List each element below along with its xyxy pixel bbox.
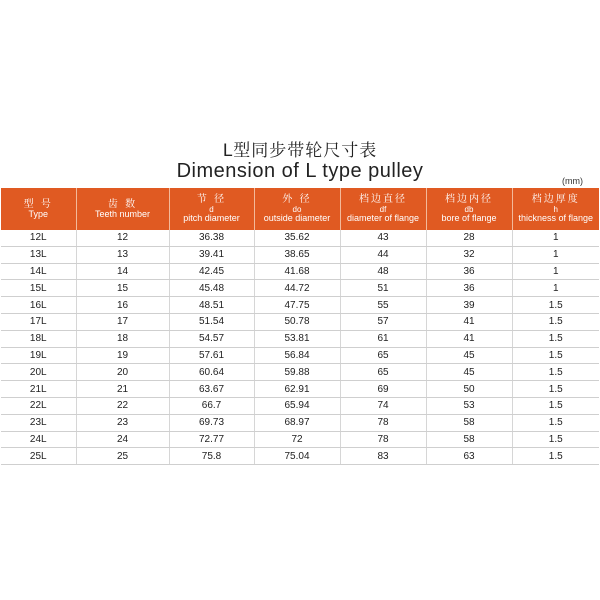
table-header xyxy=(1,188,599,230)
table-cell-teeth-number: 20 xyxy=(76,364,169,381)
table-cell-outside-diameter: 41.68 xyxy=(254,263,340,280)
table-cell-flange-diameter: 74 xyxy=(340,397,426,414)
header-row xyxy=(1,188,599,230)
table-cell-type: 16L xyxy=(1,297,76,314)
table-cell-type: 22L xyxy=(1,397,76,414)
table-cell-flange-bore: 53 xyxy=(426,397,512,414)
table-row xyxy=(1,381,599,398)
table-cell-flange-diameter: 65 xyxy=(340,347,426,364)
table-row xyxy=(1,364,599,381)
column-header-flange-thickness xyxy=(512,188,599,230)
table-cell-outside-diameter: 53.81 xyxy=(254,330,340,347)
table-cell-flange-thickness: 1.5 xyxy=(512,330,599,347)
column-header-chinese: 型 号 xyxy=(23,198,53,210)
table-row xyxy=(1,230,599,246)
table-cell-flange-diameter: 48 xyxy=(340,263,426,280)
column-header-chinese: 档边内径 xyxy=(445,193,493,205)
table-cell-pitch-diameter: 42.45 xyxy=(169,263,254,280)
table-cell-flange-bore: 36 xyxy=(426,280,512,297)
table-cell-flange-diameter: 78 xyxy=(340,431,426,448)
table-cell-teeth-number: 18 xyxy=(76,330,169,347)
table-cell-pitch-diameter: 51.54 xyxy=(169,313,254,330)
table-cell-teeth-number: 22 xyxy=(76,397,169,414)
table-cell-flange-diameter: 83 xyxy=(340,448,426,465)
table-cell-flange-diameter: 43 xyxy=(340,230,426,246)
table-cell-type: 25L xyxy=(1,448,76,465)
column-header-english: bore of flange xyxy=(441,213,497,224)
table-cell-teeth-number: 12 xyxy=(76,230,169,246)
table-cell-flange-bore: 45 xyxy=(426,347,512,364)
table-cell-pitch-diameter: 63.67 xyxy=(169,381,254,398)
column-header-symbol: do xyxy=(292,204,302,214)
table-cell-flange-diameter: 44 xyxy=(340,246,426,263)
table-cell-pitch-diameter: 54.57 xyxy=(169,330,254,347)
table-cell-flange-bore: 58 xyxy=(426,431,512,448)
table-cell-flange-diameter: 51 xyxy=(340,280,426,297)
table-cell-pitch-diameter: 72.77 xyxy=(169,431,254,448)
table-row xyxy=(1,397,599,414)
table-cell-teeth-number: 23 xyxy=(76,414,169,431)
table-cell-flange-thickness: 1 xyxy=(512,280,599,297)
table-row xyxy=(1,246,599,263)
column-header-symbol: db xyxy=(464,204,474,214)
column-header-english: Teeth number xyxy=(94,208,151,219)
table-body xyxy=(1,230,599,465)
table-cell-type: 20L xyxy=(1,364,76,381)
page-title-english: Dimension of L type pulley xyxy=(176,160,424,182)
table-cell-flange-diameter: 57 xyxy=(340,313,426,330)
column-header-english: diameter of flange xyxy=(346,213,420,224)
table-cell-pitch-diameter: 39.41 xyxy=(169,246,254,263)
table-cell-flange-diameter: 65 xyxy=(340,364,426,381)
table-cell-outside-diameter: 47.75 xyxy=(254,297,340,314)
table-row xyxy=(1,431,599,448)
table-cell-flange-bore: 36 xyxy=(426,263,512,280)
table-cell-flange-diameter: 69 xyxy=(340,381,426,398)
column-header-chinese: 档边厚度 xyxy=(531,193,580,205)
table-row xyxy=(1,347,599,364)
table-row xyxy=(1,297,599,314)
table-cell-flange-diameter: 61 xyxy=(340,330,426,347)
table-cell-type: 19L xyxy=(1,347,76,364)
table-row xyxy=(1,263,599,280)
table-cell-flange-thickness: 1.5 xyxy=(512,297,599,314)
table-cell-outside-diameter: 72 xyxy=(254,431,340,448)
table-cell-type: 12L xyxy=(1,230,76,246)
page-title-chinese: L型同步带轮尺寸表 xyxy=(222,141,378,161)
table-cell-flange-bore: 41 xyxy=(426,313,512,330)
table-cell-teeth-number: 13 xyxy=(76,246,169,263)
table-cell-flange-thickness: 1 xyxy=(512,246,599,263)
table-cell-teeth-number: 24 xyxy=(76,431,169,448)
table-cell-type: 15L xyxy=(1,280,76,297)
table-cell-flange-thickness: 1.5 xyxy=(512,313,599,330)
table-cell-outside-diameter: 35.62 xyxy=(254,230,340,246)
column-header-flange-bore xyxy=(426,188,512,230)
table-cell-teeth-number: 21 xyxy=(76,381,169,398)
table-cell-outside-diameter: 50.78 xyxy=(254,313,340,330)
unit-label: (mm) xyxy=(562,176,583,186)
table-cell-type: 21L xyxy=(1,381,76,398)
table-cell-flange-bore: 28 xyxy=(426,230,512,246)
table-cell-type: 18L xyxy=(1,330,76,347)
table-cell-flange-bore: 63 xyxy=(426,448,512,465)
column-header-english: outside diameter xyxy=(263,213,331,224)
table-cell-pitch-diameter: 57.61 xyxy=(169,347,254,364)
table-cell-pitch-diameter: 48.51 xyxy=(169,297,254,314)
column-header-english: Type xyxy=(28,208,48,219)
column-header-chinese: 齿 数 xyxy=(107,198,138,210)
table-cell-flange-bore: 39 xyxy=(426,297,512,314)
table-cell-flange-bore: 45 xyxy=(426,364,512,381)
column-header-chinese: 节 径 xyxy=(196,193,227,205)
column-header-symbol: h xyxy=(553,204,558,214)
table-row xyxy=(1,280,599,297)
table-cell-type: 13L xyxy=(1,246,76,263)
table-row xyxy=(1,448,599,465)
table-cell-flange-thickness: 1.5 xyxy=(512,414,599,431)
column-header-outside-diameter xyxy=(254,188,340,230)
table-cell-outside-diameter: 44.72 xyxy=(254,280,340,297)
table-cell-outside-diameter: 38.65 xyxy=(254,246,340,263)
table-cell-pitch-diameter: 75.8 xyxy=(169,448,254,465)
table-cell-flange-bore: 58 xyxy=(426,414,512,431)
table-cell-flange-bore: 50 xyxy=(426,381,512,398)
table-cell-flange-thickness: 1.5 xyxy=(512,448,599,465)
table-cell-outside-diameter: 68.97 xyxy=(254,414,340,431)
table-cell-pitch-diameter: 45.48 xyxy=(169,280,254,297)
column-header-symbol: d xyxy=(209,204,214,214)
table-cell-flange-thickness: 1.5 xyxy=(512,347,599,364)
table-cell-teeth-number: 19 xyxy=(76,347,169,364)
column-header-teeth-number xyxy=(76,188,169,230)
table-cell-outside-diameter: 75.04 xyxy=(254,448,340,465)
table-cell-flange-thickness: 1.5 xyxy=(512,364,599,381)
table-row xyxy=(1,414,599,431)
column-header-flange-diameter xyxy=(340,188,426,230)
table-cell-teeth-number: 16 xyxy=(76,297,169,314)
table-cell-teeth-number: 15 xyxy=(76,280,169,297)
column-header-symbol: df xyxy=(379,204,387,214)
column-header-chinese: 外 径 xyxy=(282,193,312,205)
table-cell-teeth-number: 17 xyxy=(76,313,169,330)
column-header-type xyxy=(1,188,76,230)
table-cell-flange-diameter: 78 xyxy=(340,414,426,431)
table-cell-teeth-number: 25 xyxy=(76,448,169,465)
table-cell-flange-thickness: 1 xyxy=(512,263,599,280)
column-header-pitch-diameter xyxy=(169,188,254,230)
table-cell-pitch-diameter: 60.64 xyxy=(169,364,254,381)
table-cell-flange-thickness: 1.5 xyxy=(512,381,599,398)
table-cell-type: 17L xyxy=(1,313,76,330)
table-cell-teeth-number: 14 xyxy=(76,263,169,280)
table-cell-outside-diameter: 59.88 xyxy=(254,364,340,381)
table-cell-outside-diameter: 65.94 xyxy=(254,397,340,414)
table-cell-flange-thickness: 1.5 xyxy=(512,397,599,414)
table-cell-outside-diameter: 62.91 xyxy=(254,381,340,398)
table-cell-flange-thickness: 1.5 xyxy=(512,431,599,448)
table-row xyxy=(1,313,599,330)
table-cell-flange-diameter: 55 xyxy=(340,297,426,314)
table-cell-pitch-diameter: 36.38 xyxy=(169,230,254,246)
table-cell-type: 24L xyxy=(1,431,76,448)
table-cell-pitch-diameter: 66.7 xyxy=(169,397,254,414)
table-row xyxy=(1,330,599,347)
table-cell-type: 14L xyxy=(1,263,76,280)
pulley-dimension-table xyxy=(1,188,599,465)
table-cell-flange-bore: 32 xyxy=(426,246,512,263)
table-cell-type: 23L xyxy=(1,414,76,431)
column-header-chinese: 档边直径 xyxy=(359,193,407,205)
column-header-english: pitch diameter xyxy=(183,213,240,224)
column-header-english: thickness of flange xyxy=(518,213,594,224)
table-cell-pitch-diameter: 69.73 xyxy=(169,414,254,431)
table-cell-flange-bore: 41 xyxy=(426,330,512,347)
table-cell-flange-thickness: 1 xyxy=(512,230,599,246)
table-cell-outside-diameter: 56.84 xyxy=(254,347,340,364)
